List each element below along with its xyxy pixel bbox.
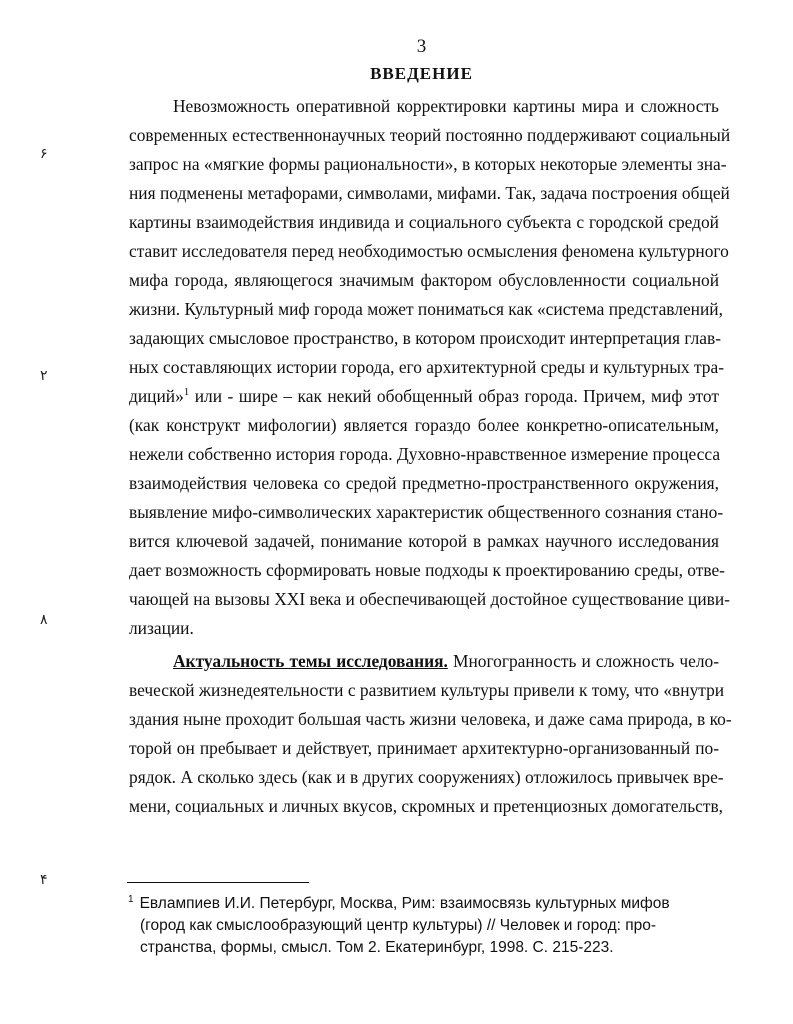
page-heading: ВВЕДЕНИЕ — [370, 64, 473, 83]
text-fragment: диций» — [129, 386, 184, 406]
text-line: выявление мифо-символических характеристик общественного сознания стано- — [129, 502, 724, 522]
margin-mark: ۸ — [40, 612, 48, 628]
text-line: (как конструкт мифологии) является гораздо более конкретно-описательным, — [129, 415, 719, 435]
section-first-line — [129, 647, 719, 676]
text-line: вится ключевой задачей, понимание которой в рамках научного исследования — [129, 531, 719, 551]
text-line: чающей на вызовы XXI века и обеспечивающей достойное существование циви- — [129, 589, 730, 609]
text-line: мифа города, являющегося значимым фактором обусловленности социальной — [129, 270, 719, 290]
text-line: дает возможность сформировать новые подходы к проектированию среды, отве- — [129, 560, 725, 580]
footnote-line: (город как смыслообразующий центр культуры) // Человек и город: про- — [140, 917, 657, 934]
text-line: ных составляющих истории города, его архитектурной среды и культурных тра- — [129, 357, 724, 377]
text-line: торой он пребывает и действует, принимает архитектурно-организованный по- — [129, 738, 719, 758]
text-line: взаимодействия человека со средой предметно-пространственного окружения, — [129, 473, 719, 493]
text-line: нежели собственно история города. Духовно-нравственное измерение процесса — [129, 444, 721, 464]
body-text — [129, 92, 732, 821]
text-line — [129, 382, 719, 411]
section-title: Актуальность темы исследования. — [173, 651, 448, 671]
footnote-line — [128, 893, 708, 915]
text-line: здания ныне проходит большая часть жизни человека, и даже сама природа, в ко- — [129, 709, 732, 729]
footnote-reference: 1 — [183, 386, 190, 399]
footnote-marker: 1 — [128, 893, 134, 905]
margin-mark: ۲ — [40, 368, 48, 384]
text-line: мени, социальных и личных вкусов, скромных и претенциозных домогательств, — [129, 796, 724, 816]
text-line: запрос на «мягкие формы рациональности», в которых некоторые элементы зна- — [129, 154, 727, 174]
footnote-text: Евлампиев И.И. Петербург, Москва, Рим: взаимосвязь культурных мифов — [139, 895, 670, 912]
text-line: ния подменены метафорами, символами, мифами. Так, задача построения общей — [129, 183, 730, 203]
text-line: Невозможность оперативной корректировки картины мира и сложность — [173, 96, 719, 116]
footnote-line: странства, формы, смысл. Том 2. Екатеринбург, 1998. С. 215-223. — [140, 939, 614, 956]
footnote — [128, 893, 708, 959]
text-line: рядок. А сколько здесь (как и в других сооружениях) отложилось привычек вре- — [129, 767, 724, 787]
text-line: веческой жизнедеятельности с развитием культуры привели к тому, что «внутри — [129, 680, 725, 700]
text-fragment: или - шире – как некий обобщенный образ города. Причем, миф этот — [189, 386, 719, 406]
margin-mark: ۴ — [40, 872, 48, 888]
text-line: жизни. Культурный миф города может пониматься как «система представлений, — [129, 299, 723, 319]
text-fragment: Многогранность и сложность чело- — [447, 651, 719, 671]
text-line: задающих смысловое пространство, в котором происходит интерпретация глав- — [129, 328, 722, 348]
text-line: современных естественнонаучных теорий постоянно поддерживают социальный — [129, 125, 731, 145]
text-line: ставит исследователя перед необходимостью осмысления феномена культурного — [129, 241, 729, 261]
text-line: лизации. — [129, 618, 194, 638]
text-line: картины взаимодействия индивида и социального субъекта с городской средой — [129, 212, 719, 232]
footnote-divider — [127, 882, 309, 883]
margin-mark: ۶ — [40, 146, 48, 162]
page-number: 3 — [416, 36, 427, 57]
